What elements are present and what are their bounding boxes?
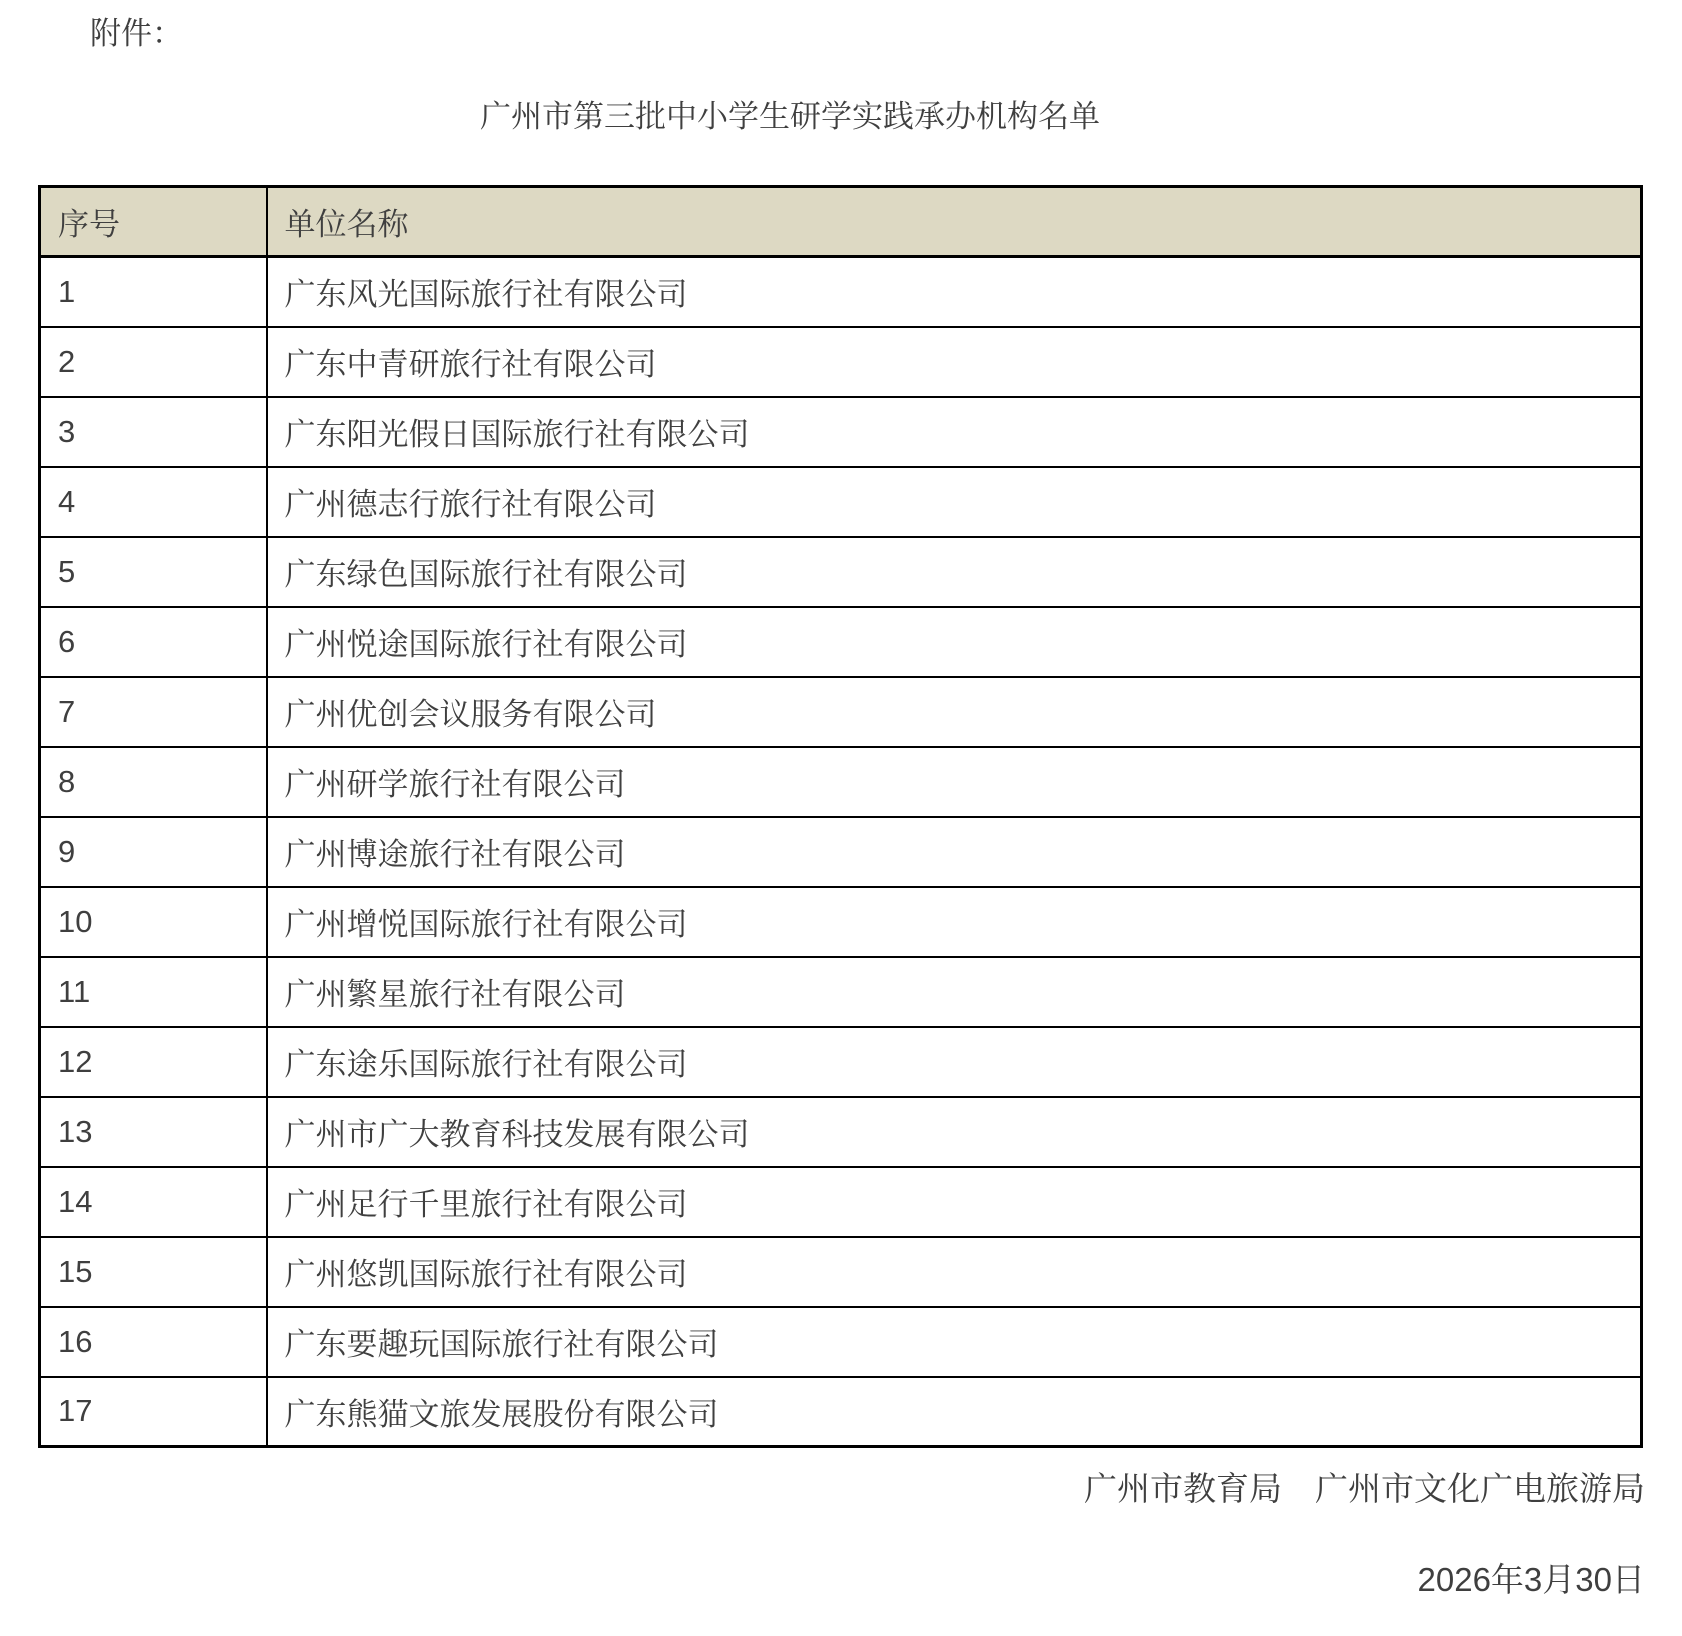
org-name-cell: 广州德志行旅行社有限公司 — [267, 467, 1642, 537]
org-name-cell: 广州研学旅行社有限公司 — [267, 747, 1642, 817]
org-name-cell: 广东要趣玩国际旅行社有限公司 — [267, 1307, 1642, 1377]
org-name-cell: 广州悠凯国际旅行社有限公司 — [267, 1237, 1642, 1307]
org-name-cell: 广州增悦国际旅行社有限公司 — [267, 887, 1642, 957]
row-number-cell: 5 — [40, 537, 267, 607]
row-number-cell: 7 — [40, 677, 267, 747]
column-header-name: 单位名称 — [267, 187, 1642, 257]
row-number-cell: 15 — [40, 1237, 267, 1307]
row-number-cell: 16 — [40, 1307, 267, 1377]
table-row — [40, 607, 1642, 677]
row-number-cell: 2 — [40, 327, 267, 397]
org-name-cell: 广州悦途国际旅行社有限公司 — [267, 607, 1642, 677]
org-name-cell: 广州优创会议服务有限公司 — [267, 677, 1642, 747]
org-name-cell: 广州博途旅行社有限公司 — [267, 817, 1642, 887]
row-number-cell: 8 — [40, 747, 267, 817]
row-number-cell: 1 — [40, 257, 267, 327]
table-row — [40, 1237, 1642, 1307]
row-number-cell: 4 — [40, 467, 267, 537]
table-row — [40, 1167, 1642, 1237]
table-body — [40, 257, 1642, 1447]
row-number-cell: 13 — [40, 1097, 267, 1167]
attachment-label: 附件： — [90, 16, 183, 51]
table-row — [40, 537, 1642, 607]
org-name-cell: 广东熊猫文旅发展股份有限公司 — [267, 1377, 1642, 1447]
org-name-cell: 广东风光国际旅行社有限公司 — [267, 257, 1642, 327]
table-row — [40, 817, 1642, 887]
table-row — [40, 467, 1642, 537]
org-name-cell: 广州市广大教育科技发展有限公司 — [267, 1097, 1642, 1167]
table-row — [40, 747, 1642, 817]
table-header-row — [40, 187, 1642, 257]
org-name-cell: 广东途乐国际旅行社有限公司 — [267, 1027, 1642, 1097]
org-name-cell: 广东阳光假日国际旅行社有限公司 — [267, 397, 1642, 467]
row-number-cell: 17 — [40, 1377, 267, 1447]
org-table — [38, 185, 1643, 1448]
row-number-cell: 9 — [40, 817, 267, 887]
table-row — [40, 397, 1642, 467]
org-name-cell: 广州足行千里旅行社有限公司 — [267, 1167, 1642, 1237]
org-name-cell: 广州繁星旅行社有限公司 — [267, 957, 1642, 1027]
table-row — [40, 677, 1642, 747]
table-row — [40, 1377, 1642, 1447]
table-row — [40, 1027, 1642, 1097]
document-date: 2026年3月30日 — [1417, 1561, 1645, 1598]
row-number-cell: 10 — [40, 887, 267, 957]
row-number-cell: 11 — [40, 957, 267, 1027]
table-row — [40, 957, 1642, 1027]
page-title: 广州市第三批中小学生研学实践承办机构名单 — [480, 99, 1100, 134]
org-name-cell: 广东中青研旅行社有限公司 — [267, 327, 1642, 397]
table-row — [40, 257, 1642, 327]
column-header-no: 序号 — [40, 187, 267, 257]
row-number-cell: 6 — [40, 607, 267, 677]
issuing-agencies: 广州市教育局 广州市文化广电旅游局 — [1084, 1470, 1645, 1507]
table-row — [40, 327, 1642, 397]
row-number-cell: 12 — [40, 1027, 267, 1097]
table-row — [40, 1097, 1642, 1167]
table-row — [40, 1307, 1642, 1377]
row-number-cell: 14 — [40, 1167, 267, 1237]
org-name-cell: 广东绿色国际旅行社有限公司 — [267, 537, 1642, 607]
row-number-cell: 3 — [40, 397, 267, 467]
table-row — [40, 887, 1642, 957]
